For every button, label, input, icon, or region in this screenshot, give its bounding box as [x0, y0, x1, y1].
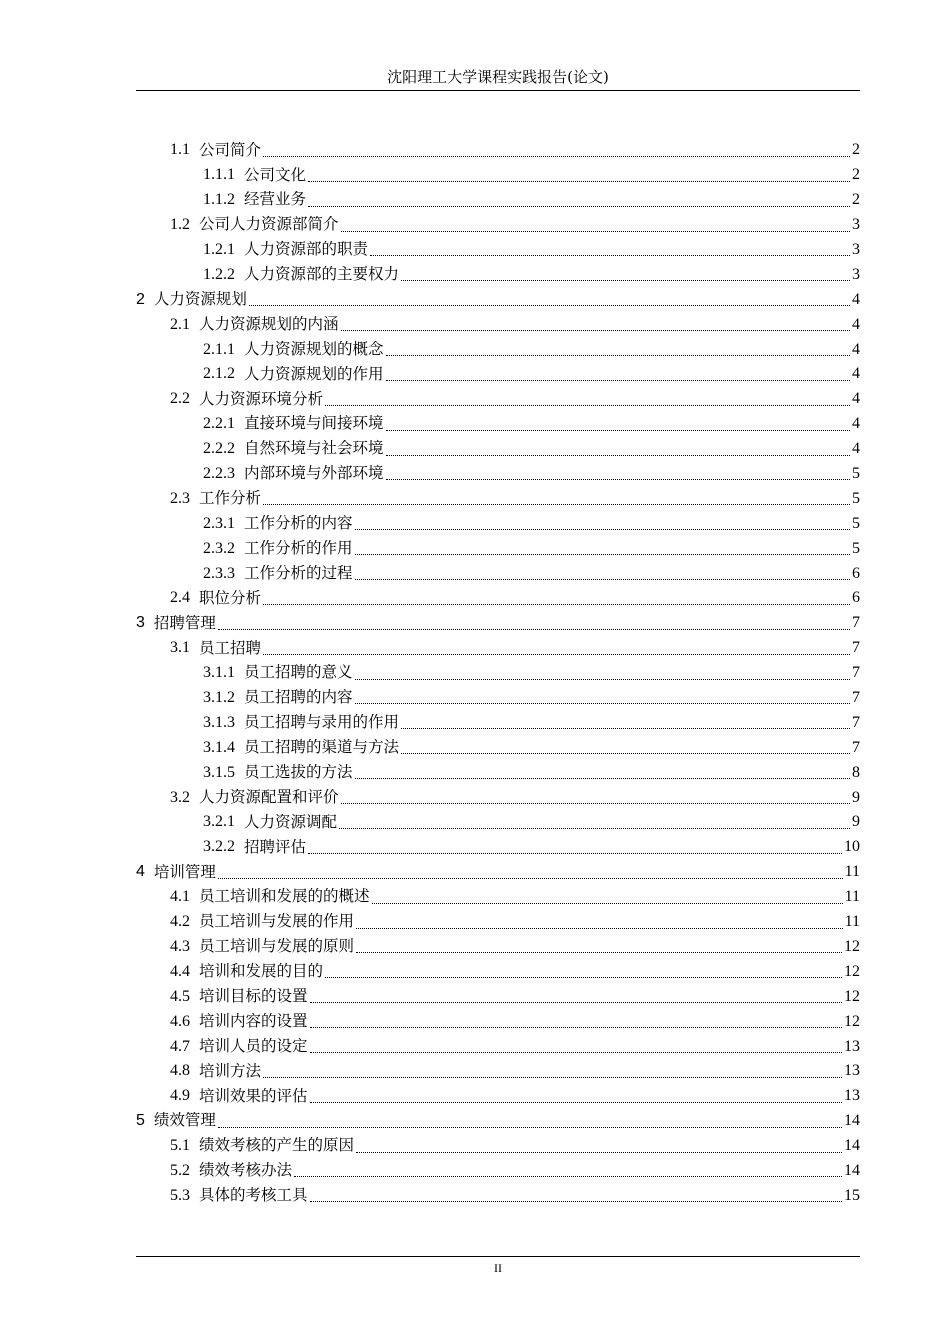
toc-dot-leader — [386, 430, 850, 431]
toc-entry-title: 人力资源规划的作用 — [244, 364, 384, 383]
toc-entry-title: 员工培训和发展的的概述 — [199, 887, 370, 906]
toc-entry-number: 4.7 — [170, 1037, 190, 1055]
footer-rule — [136, 1256, 860, 1257]
toc-entry[interactable] — [136, 337, 860, 362]
toc-entry-title: 自然环境与社会环境 — [244, 439, 384, 458]
toc-dot-leader — [401, 753, 850, 754]
toc-entry[interactable] — [136, 1009, 860, 1034]
toc-entry-number: 2.3.3 — [203, 564, 235, 582]
toc-dot-leader — [249, 305, 850, 306]
toc-entry-title: 绩效考核办法 — [199, 1161, 293, 1180]
toc-entry[interactable] — [136, 486, 860, 511]
toc-entry-page: 5 — [852, 514, 860, 532]
toc-entry-number: 2.3.2 — [203, 539, 235, 557]
toc-entry[interactable] — [136, 1059, 860, 1084]
toc-entry-title: 培训内容的设置 — [199, 1011, 308, 1030]
toc-dot-leader — [310, 1027, 842, 1028]
toc-entry-number: 2.2.3 — [203, 465, 235, 483]
toc-entry[interactable] — [136, 262, 860, 287]
toc-dot-leader — [218, 1127, 842, 1128]
toc-entry[interactable] — [136, 885, 860, 910]
toc-entry-title: 绩效考核的产生的原因 — [199, 1136, 355, 1155]
toc-entry-page: 7 — [852, 664, 860, 682]
toc-entry-number: 3.1.3 — [203, 713, 235, 731]
page-number: II — [494, 1261, 502, 1275]
toc-entry-number: 2.3 — [170, 489, 190, 507]
toc-entry-number: 2.3.1 — [203, 514, 235, 532]
toc-entry-number: 5.1 — [170, 1137, 190, 1155]
toc-entry-page: 15 — [844, 1186, 860, 1204]
running-header-title: 沈阳理工大学课程实践报告(论文) — [387, 68, 609, 86]
toc-dot-leader — [386, 479, 850, 480]
toc-entry-page: 9 — [852, 788, 860, 806]
toc-entry-title: 员工招聘的渠道与方法 — [244, 738, 400, 757]
toc-entry[interactable] — [136, 636, 860, 661]
toc-entry-title: 人力资源调配 — [244, 812, 338, 831]
toc-entry-page: 5 — [852, 489, 860, 507]
toc-entry-title: 内部环境与外部环境 — [244, 464, 384, 483]
toc-entry[interactable] — [136, 1084, 860, 1109]
toc-entry[interactable] — [136, 362, 860, 387]
toc-entry-page: 12 — [844, 987, 860, 1005]
toc-entry-title: 员工招聘的内容 — [244, 688, 353, 707]
toc-dot-leader — [308, 853, 842, 854]
toc-dot-leader — [310, 1052, 842, 1053]
toc-entry-page: 14 — [844, 1137, 860, 1155]
toc-entry-number: 3.1.5 — [203, 763, 235, 781]
toc-dot-leader — [386, 355, 850, 356]
toc-entry-number: 4.5 — [170, 987, 190, 1005]
header-rule — [136, 90, 860, 91]
toc-entry[interactable] — [136, 686, 860, 711]
toc-entry-title: 具体的考核工具 — [199, 1186, 308, 1205]
toc-dot-leader — [386, 380, 850, 381]
toc-entry[interactable] — [136, 561, 860, 586]
toc-entry-title: 职位分析 — [199, 588, 262, 607]
toc-entry-number: 4.2 — [170, 913, 190, 931]
toc-entry-page: 3 — [852, 241, 860, 258]
toc-dot-leader — [355, 579, 850, 580]
toc-entry[interactable] — [136, 810, 860, 835]
toc-entry[interactable] — [136, 1183, 860, 1208]
toc-dot-leader — [341, 330, 850, 331]
toc-entry[interactable] — [136, 935, 860, 960]
toc-entry-number: 3.1.4 — [203, 738, 235, 756]
toc-entry-page: 7 — [852, 689, 860, 707]
toc-entry-number: 2.2.1 — [203, 415, 235, 433]
toc-entry-page: 4 — [852, 440, 860, 458]
toc-entry[interactable] — [136, 1034, 860, 1059]
toc-dot-leader — [355, 778, 850, 779]
toc-entry-title: 人力资源环境分析 — [199, 389, 324, 408]
toc-entry-page: 7 — [852, 614, 860, 632]
toc-entry-page: 11 — [844, 863, 860, 881]
toc-dot-leader — [401, 728, 850, 729]
toc-dot-leader — [263, 156, 850, 157]
toc-dot-leader — [263, 1077, 842, 1078]
toc-entry-title: 公司简介 — [199, 140, 262, 159]
toc-entry-number: 4.9 — [170, 1087, 190, 1105]
toc-entry-page: 7 — [852, 738, 860, 756]
toc-entry[interactable] — [136, 984, 860, 1009]
toc-dot-leader — [355, 554, 850, 555]
toc-entry-number: 2 — [136, 290, 145, 308]
toc-entry-title: 培训方法 — [199, 1061, 262, 1080]
toc-dot-leader — [325, 977, 842, 978]
toc-entry-page: 11 — [844, 888, 860, 906]
toc-dot-leader — [294, 1176, 842, 1177]
toc-entry[interactable] — [136, 536, 860, 561]
toc-entry-page: 12 — [844, 962, 860, 980]
toc-entry-page: 12 — [844, 1012, 860, 1030]
toc-entry-number: 1.1.1 — [203, 166, 235, 184]
toc-entry-number: 2.1.2 — [203, 365, 235, 383]
toc-entry-page: 9 — [852, 813, 860, 831]
toc-dot-leader — [339, 828, 850, 829]
toc-entry-page: 13 — [844, 1037, 860, 1055]
toc-entry-number: 4 — [136, 863, 145, 881]
toc-entry-page: 11 — [844, 913, 860, 931]
toc-entry[interactable] — [136, 1134, 860, 1159]
toc-entry-page: 4 — [852, 315, 860, 333]
toc-dot-leader — [341, 231, 850, 232]
toc-entry-title: 员工选拔的方法 — [244, 762, 353, 781]
toc-entry[interactable] — [136, 188, 860, 213]
toc-entry-number: 2.1 — [170, 315, 190, 333]
toc-entry-page: 5 — [852, 465, 860, 483]
toc-entry-page: 2 — [852, 141, 860, 159]
toc-entry-number: 3.1.1 — [203, 664, 235, 682]
toc-dot-leader — [370, 255, 850, 256]
toc-entry[interactable] — [136, 611, 860, 636]
toc-entry-page: 2 — [852, 191, 860, 209]
toc-entry-page: 14 — [844, 1161, 860, 1179]
toc-entry-page: 7 — [852, 639, 860, 657]
toc-entry-title: 绩效管理 — [153, 1111, 216, 1130]
toc-dot-leader — [356, 952, 842, 953]
toc-entry-number: 3 — [136, 614, 145, 632]
toc-entry-number: 4.4 — [170, 962, 190, 980]
toc-entry-page: 6 — [852, 589, 860, 607]
toc-entry-page: 6 — [852, 564, 860, 582]
toc-entry-title: 经营业务 — [244, 190, 307, 209]
toc-entry-number: 5.2 — [170, 1161, 190, 1179]
toc-entry[interactable] — [136, 138, 860, 163]
toc-entry[interactable] — [136, 312, 860, 337]
toc-entry-page: 14 — [844, 1112, 860, 1130]
toc-entry[interactable] — [136, 1109, 860, 1134]
toc-dot-leader — [401, 280, 850, 281]
toc-entry-page: 5 — [852, 539, 860, 557]
toc-entry-title: 员工招聘的意义 — [244, 663, 353, 682]
toc-entry[interactable] — [136, 959, 860, 984]
toc-entry[interactable] — [136, 238, 860, 263]
toc-entry[interactable] — [136, 910, 860, 935]
toc-entry-number: 2.2 — [170, 390, 190, 408]
toc-entry-page: 2 — [852, 166, 860, 184]
toc-dot-leader — [355, 679, 850, 680]
toc-entry-title: 人力资源规划的内涵 — [199, 314, 339, 333]
toc-entry-number: 1.2 — [170, 216, 190, 234]
toc-entry-page: 13 — [844, 1062, 860, 1080]
toc-dot-leader — [308, 181, 850, 182]
toc-entry[interactable] — [136, 760, 860, 785]
toc-entry-page: 4 — [852, 365, 860, 383]
toc-entry-number: 5.3 — [170, 1186, 190, 1204]
toc-entry[interactable] — [136, 511, 860, 536]
toc-entry[interactable] — [136, 785, 860, 810]
toc-entry-page: 12 — [844, 937, 860, 955]
toc-entry-title: 人力资源规划 — [153, 290, 247, 309]
toc-dot-leader — [355, 529, 850, 530]
toc-entry-page: 7 — [852, 713, 860, 731]
toc-entry-title: 工作分析的过程 — [244, 563, 353, 582]
toc-entry[interactable] — [136, 213, 860, 238]
toc-dot-leader — [372, 903, 843, 904]
toc-entry[interactable] — [136, 1159, 860, 1184]
toc-entry-title: 工作分析的内容 — [244, 514, 353, 533]
toc-entry-title: 招聘管理 — [153, 613, 216, 632]
toc-dot-leader — [310, 1102, 842, 1103]
toc-entry-page: 4 — [852, 290, 860, 308]
toc-entry-number: 4.6 — [170, 1012, 190, 1030]
toc-dot-leader — [218, 878, 843, 879]
toc-entry-title: 工作分析的作用 — [244, 538, 353, 557]
toc-entry-number: 4.8 — [170, 1062, 190, 1080]
toc-entry-title: 员工招聘与录用的作用 — [244, 713, 400, 732]
toc-entry-title: 招聘评估 — [244, 837, 307, 856]
toc-entry[interactable] — [136, 462, 860, 487]
toc-dot-leader — [218, 629, 850, 630]
toc-entry-number: 1.2.1 — [203, 241, 235, 258]
toc-entry[interactable] — [136, 437, 860, 462]
toc-entry-number: 2.1.1 — [203, 340, 235, 358]
toc-entry-page: 3 — [852, 216, 860, 234]
toc-entry-number: 4.1 — [170, 888, 190, 906]
toc-entry-number: 3.2.2 — [203, 838, 235, 856]
toc-dot-leader — [310, 1201, 842, 1202]
toc-entry-title: 员工培训与发展的原则 — [199, 937, 355, 956]
toc-entry[interactable] — [136, 860, 860, 885]
toc-entry-title: 公司人力资源部简介 — [199, 215, 339, 234]
toc-entry[interactable] — [136, 710, 860, 735]
toc-entry-title: 工作分析 — [199, 489, 262, 508]
toc-entry-title: 公司文化 — [244, 165, 307, 184]
toc-dot-leader — [308, 206, 850, 207]
toc-entry-title: 培训目标的设置 — [199, 986, 308, 1005]
toc-entry-page: 4 — [852, 390, 860, 408]
toc-entry-title: 培训管理 — [153, 862, 216, 881]
toc-dot-leader — [263, 504, 850, 505]
toc-entry-title: 人力资源部的主要权力 — [244, 265, 400, 284]
toc-entry-number: 3.1 — [170, 639, 190, 657]
toc-dot-leader — [386, 455, 850, 456]
toc-entry-number: 2.2.2 — [203, 440, 235, 458]
toc-entry-page: 10 — [844, 838, 860, 856]
toc-entry[interactable] — [136, 735, 860, 760]
toc-entry-number: 3.1.2 — [203, 689, 235, 707]
toc-entry-title: 培训人员的设定 — [199, 1036, 308, 1055]
toc-dot-leader — [263, 654, 850, 655]
toc-entry[interactable] — [136, 586, 860, 611]
toc-dot-leader — [356, 928, 843, 929]
toc-entry-page: 8 — [852, 763, 860, 781]
toc-dot-leader — [310, 1002, 842, 1003]
toc-entry-page: 4 — [852, 415, 860, 433]
toc-entry[interactable] — [136, 163, 860, 188]
toc-entry-page: 3 — [852, 265, 860, 283]
toc-entry-title: 培训和发展的目的 — [199, 962, 324, 981]
toc-entry[interactable] — [136, 287, 860, 312]
toc-entry-number: 3.2 — [170, 788, 190, 806]
toc-entry-title: 员工培训与发展的作用 — [199, 912, 355, 931]
toc-entry-number: 5 — [136, 1112, 145, 1130]
toc-entry-number: 4.3 — [170, 937, 190, 955]
toc-entry-number: 3.2.1 — [203, 813, 235, 831]
toc-entry[interactable] — [136, 661, 860, 686]
toc-entry-page: 13 — [844, 1087, 860, 1105]
toc-entry-title: 人力资源规划的概念 — [244, 339, 384, 358]
toc-entry[interactable] — [136, 412, 860, 437]
toc-entry[interactable] — [136, 387, 860, 412]
toc-entry-title: 直接环境与间接环境 — [244, 414, 384, 433]
toc-entry-number: 2.4 — [170, 589, 190, 607]
toc-entry[interactable] — [136, 835, 860, 860]
toc-entry-title: 员工招聘 — [199, 638, 262, 657]
toc-entry-number: 1.1.2 — [203, 191, 235, 209]
toc-entry-title: 人力资源配置和评价 — [199, 787, 339, 806]
toc-entry-page: 4 — [852, 340, 860, 358]
toc-dot-leader — [356, 1152, 842, 1153]
toc-dot-leader — [355, 703, 850, 704]
toc-entry-title: 人力资源部的职责 — [244, 240, 369, 259]
toc-entry-title: 培训效果的评估 — [199, 1086, 308, 1105]
toc-dot-leader — [341, 803, 850, 804]
table-of-contents — [136, 138, 860, 1208]
toc-entry-number: 1.2.2 — [203, 265, 235, 283]
toc-entry-number: 1.1 — [170, 141, 190, 159]
toc-dot-leader — [263, 604, 850, 605]
toc-dot-leader — [325, 405, 850, 406]
